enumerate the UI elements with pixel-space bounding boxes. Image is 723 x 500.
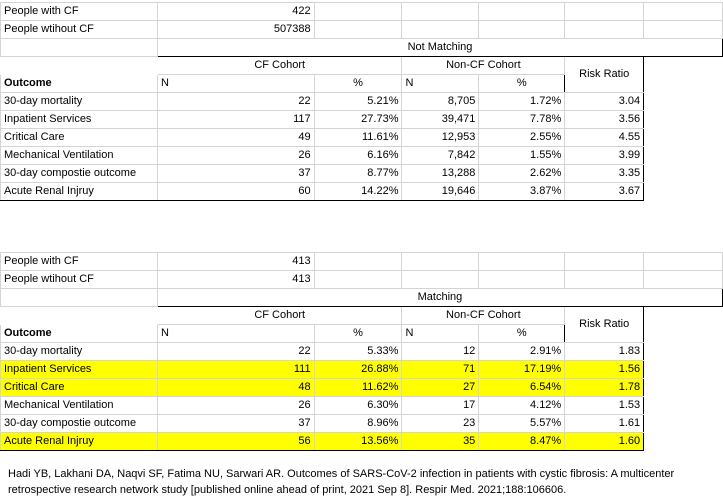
risk-ratio-cell: 1.78 bbox=[565, 379, 644, 397]
noncf-pct-cell: 6.54% bbox=[479, 379, 565, 397]
noncf-n-cell: 13,288 bbox=[402, 165, 479, 183]
noncf-n-cell: 23 bbox=[402, 415, 479, 433]
cf-pct-cell: 6.30% bbox=[314, 397, 402, 415]
cf-pct-cell: 5.21% bbox=[314, 93, 402, 111]
outcome-cell: Critical Care bbox=[1, 379, 158, 397]
risk-ratio-cell: 1.53 bbox=[565, 397, 644, 415]
noncf-n-cell: 27 bbox=[402, 379, 479, 397]
cf-n-cell: 22 bbox=[157, 343, 314, 361]
noncf-n-cell: 19,646 bbox=[402, 183, 479, 201]
table-row bbox=[1, 397, 723, 415]
noncf-n-cell: 7,842 bbox=[402, 147, 479, 165]
outcome-header: Outcome bbox=[1, 325, 158, 343]
cf-pct-cell: 11.61% bbox=[314, 129, 402, 147]
cf-n-cell: 49 bbox=[157, 129, 314, 147]
citation: Hadi YB, Lakhani DA, Naqvi SF, Fatima NU, Sarwari AR. Outcomes of SARS-CoV-2 infection in patients with cystic fibrosis: A multicenter retrospective research network study [published online ahead of print, 2021 Sep 8]. Respir Med. 2021;188:106606. bbox=[8, 468, 675, 496]
risk-ratio-cell: 1.60 bbox=[565, 433, 644, 451]
noncf-n-cell: 12 bbox=[402, 343, 479, 361]
noncf-pct-cell: 1.72% bbox=[479, 93, 565, 111]
noncf-n-cell: 8,705 bbox=[402, 93, 479, 111]
noncf-n-cell: 35 bbox=[402, 433, 479, 451]
cf-pct-cell: 5.33% bbox=[314, 343, 402, 361]
unmatched-results-table bbox=[0, 2, 723, 201]
table-row bbox=[1, 415, 723, 433]
risk-ratio-cell: 3.99 bbox=[565, 147, 644, 165]
risk-ratio-header: Risk Ratio bbox=[565, 307, 644, 343]
cf-n-cell: 48 bbox=[157, 379, 314, 397]
risk-ratio-cell: 1.56 bbox=[565, 361, 644, 379]
risk-ratio-cell: 3.56 bbox=[565, 111, 644, 129]
noncf-n-cell: 17 bbox=[402, 397, 479, 415]
cf-n-cell: 22 bbox=[157, 93, 314, 111]
cf-n-cell: 117 bbox=[157, 111, 314, 129]
cf-pct-cell: 26.88% bbox=[314, 361, 402, 379]
risk-ratio-cell: 1.83 bbox=[565, 343, 644, 361]
risk-ratio-cell: 4.55 bbox=[565, 129, 644, 147]
cf-pct-header: % bbox=[314, 325, 402, 343]
outcome-cell: Acute Renal Injruy bbox=[1, 433, 158, 451]
cf-cohort-header: CF Cohort bbox=[157, 57, 402, 75]
cf-pct-cell: 8.77% bbox=[314, 165, 402, 183]
table-row bbox=[1, 433, 723, 451]
people-noncf-label: People wtihout CF bbox=[1, 21, 158, 39]
noncf-pct-cell: 1.55% bbox=[479, 147, 565, 165]
cf-n-cell: 111 bbox=[157, 361, 314, 379]
noncf-pct-cell: 2.62% bbox=[479, 165, 565, 183]
risk-ratio-cell: 3.35 bbox=[565, 165, 644, 183]
noncf-n-cell: 12,953 bbox=[402, 129, 479, 147]
noncf-pct-cell: 4.12% bbox=[479, 397, 565, 415]
noncf-cohort-header: Non-CF Cohort bbox=[402, 307, 565, 325]
table-row bbox=[1, 379, 723, 397]
outcome-cell: Critical Care bbox=[1, 129, 158, 147]
risk-ratio-cell: 1.61 bbox=[565, 415, 644, 433]
outcome-cell: Inpatient Services bbox=[1, 361, 158, 379]
group-title: Not Matching bbox=[157, 39, 722, 57]
noncf-pct-header: % bbox=[479, 325, 565, 343]
risk-ratio-cell: 3.04 bbox=[565, 93, 644, 111]
people-cf-label: People with CF bbox=[1, 253, 158, 271]
table-row bbox=[1, 361, 723, 379]
noncf-n-header: N bbox=[402, 75, 479, 93]
outcome-cell: Mechanical Ventilation bbox=[1, 397, 158, 415]
outcome-cell: 30-day mortality bbox=[1, 93, 158, 111]
outcome-cell: 30-day mortality bbox=[1, 343, 158, 361]
noncf-n-cell: 39,471 bbox=[402, 111, 479, 129]
cf-n-cell: 37 bbox=[157, 415, 314, 433]
risk-ratio-cell: 3.67 bbox=[565, 183, 644, 201]
noncf-pct-cell: 3.87% bbox=[479, 183, 565, 201]
noncf-pct-cell: 2.55% bbox=[479, 129, 565, 147]
cf-pct-cell: 11.62% bbox=[314, 379, 402, 397]
cf-n-header: N bbox=[157, 325, 314, 343]
people-noncf-value: 413 bbox=[157, 271, 314, 289]
table-row bbox=[1, 111, 723, 129]
cf-pct-cell: 6.16% bbox=[314, 147, 402, 165]
outcome-header: Outcome bbox=[1, 75, 158, 93]
cf-n-cell: 37 bbox=[157, 165, 314, 183]
cf-cohort-header: CF Cohort bbox=[157, 307, 402, 325]
table-row bbox=[1, 129, 723, 147]
outcome-cell: Mechanical Ventilation bbox=[1, 147, 158, 165]
cf-pct-cell: 27.73% bbox=[314, 111, 402, 129]
noncf-cohort-header: Non-CF Cohort bbox=[402, 57, 565, 75]
outcome-cell: Acute Renal Injruy bbox=[1, 183, 158, 201]
table-row bbox=[1, 165, 723, 183]
cf-n-header: N bbox=[157, 75, 314, 93]
table-row bbox=[1, 343, 723, 361]
group-title: Matching bbox=[157, 289, 722, 307]
table-row bbox=[1, 147, 723, 165]
noncf-n-header: N bbox=[402, 325, 479, 343]
cf-n-cell: 26 bbox=[157, 147, 314, 165]
noncf-pct-cell: 7.78% bbox=[479, 111, 565, 129]
people-cf-value: 422 bbox=[157, 3, 314, 21]
people-cf-value: 413 bbox=[157, 253, 314, 271]
outcome-cell: 30-day compostie outcome bbox=[1, 165, 158, 183]
matched-results-table bbox=[0, 252, 723, 451]
cf-pct-cell: 8.96% bbox=[314, 415, 402, 433]
noncf-n-cell: 71 bbox=[402, 361, 479, 379]
noncf-pct-header: % bbox=[479, 75, 565, 93]
cf-n-cell: 60 bbox=[157, 183, 314, 201]
noncf-pct-cell: 5.57% bbox=[479, 415, 565, 433]
table-row bbox=[1, 183, 723, 201]
cf-n-cell: 26 bbox=[157, 397, 314, 415]
outcome-cell: Inpatient Services bbox=[1, 111, 158, 129]
people-noncf-label: People wtihout CF bbox=[1, 271, 158, 289]
cf-pct-cell: 13.56% bbox=[314, 433, 402, 451]
table-row bbox=[1, 93, 723, 111]
people-cf-label: People with CF bbox=[1, 3, 158, 21]
cf-n-cell: 56 bbox=[157, 433, 314, 451]
people-noncf-value: 507388 bbox=[157, 21, 314, 39]
noncf-pct-cell: 8.47% bbox=[479, 433, 565, 451]
noncf-pct-cell: 2.91% bbox=[479, 343, 565, 361]
cf-pct-cell: 14.22% bbox=[314, 183, 402, 201]
cf-pct-header: % bbox=[314, 75, 402, 93]
risk-ratio-header: Risk Ratio bbox=[565, 57, 644, 93]
outcome-cell: 30-day compostie outcome bbox=[1, 415, 158, 433]
noncf-pct-cell: 17.19% bbox=[479, 361, 565, 379]
